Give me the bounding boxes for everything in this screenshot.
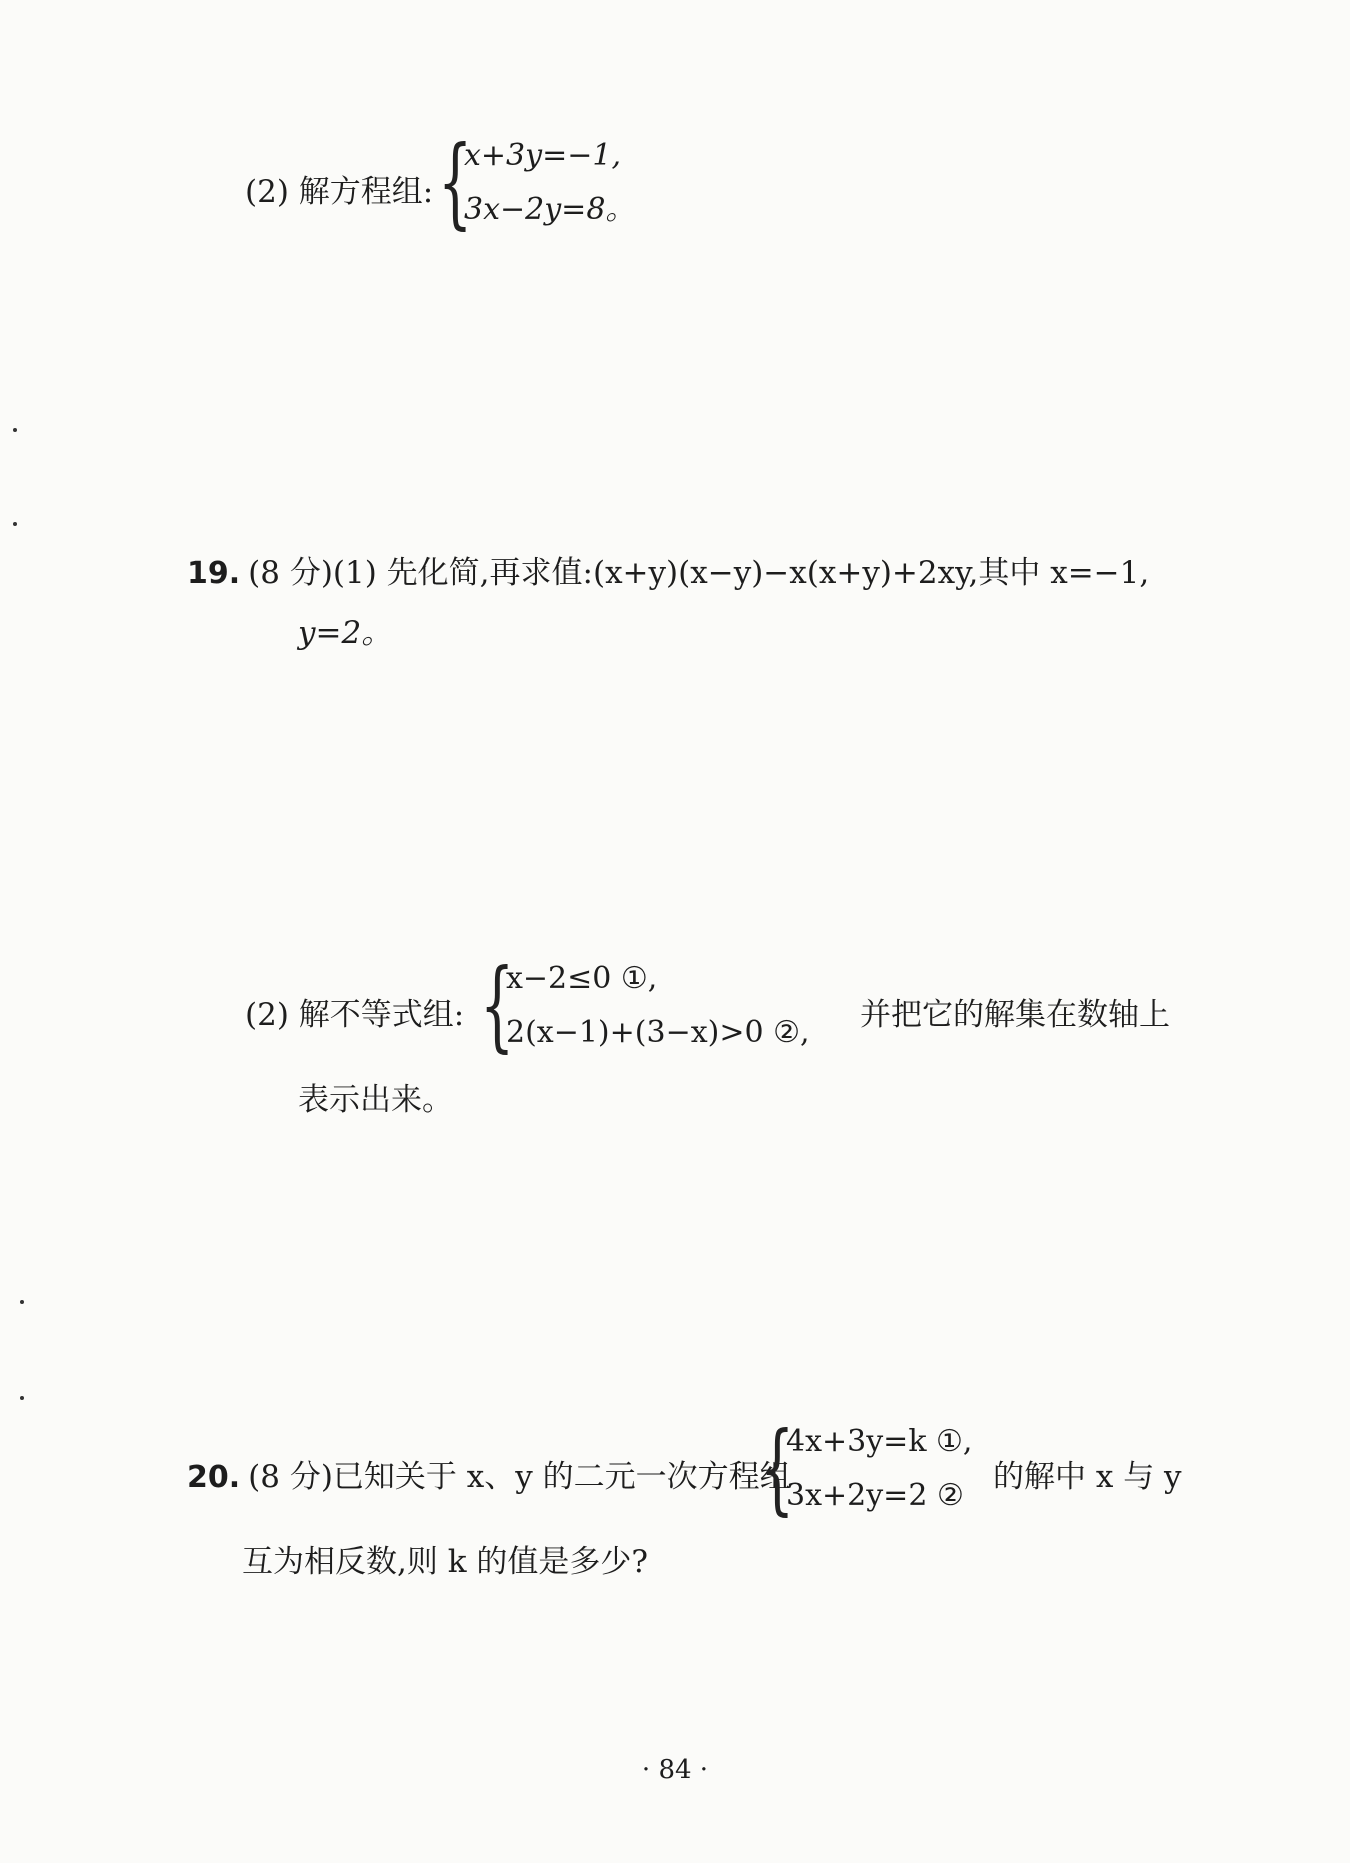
left-brace: { [760,1412,795,1526]
q18-part2-prefix: (2) 解方程组: [245,174,434,210]
q19-part2-prefix: (2) 解不等式组: [245,997,465,1033]
q19-line-2: y=2。 [298,615,393,651]
page-number: · 84 · [641,1755,709,1785]
q19-inequality-system [480,949,810,1063]
q20-line-2: 互为相反数,则 k 的值是多少? [242,1544,648,1580]
q20-question-text: (8 分)已知关于 x、y 的二元一次方程组 [248,1459,791,1495]
q20-equation-system [760,1412,973,1526]
q19-part2-suffix: 并把它的解集在数轴上 [860,997,1170,1033]
q19-part2-line-2: 表示出来。 [298,1082,453,1118]
q18-equation-system [438,126,636,240]
q20-number: 20. [187,1460,241,1495]
q20-equation-1: 4x+3y=k ①, [786,1424,973,1459]
scan-speck [20,1396,24,1400]
scan-speck [20,1300,24,1304]
q19-number: 19. [187,556,241,591]
q19-inequality-1: x−2≤0 ①, [506,961,658,996]
left-brace: { [480,949,515,1063]
q18-equation-2: 3x−2y=8。 [464,192,636,227]
q20-equation-2: 3x+2y=2 ② [786,1478,964,1513]
q18-equation-1: x+3y=−1, [464,138,621,173]
left-brace: { [438,126,473,240]
scan-speck [13,428,17,432]
q19-question-text: (8 分)(1) 先化简,再求值:(x+y)(x−y)−x(x+y)+2xy,其中 x=−1, [248,555,1150,591]
scan-speck [13,522,17,526]
q19-inequality-2: 2(x−1)+(3−x)>0 ②, [506,1015,810,1050]
q19-line-1 [187,553,1149,594]
q20-suffix: 的解中 x 与 y [993,1459,1182,1495]
q20-line-1 [187,1457,791,1498]
